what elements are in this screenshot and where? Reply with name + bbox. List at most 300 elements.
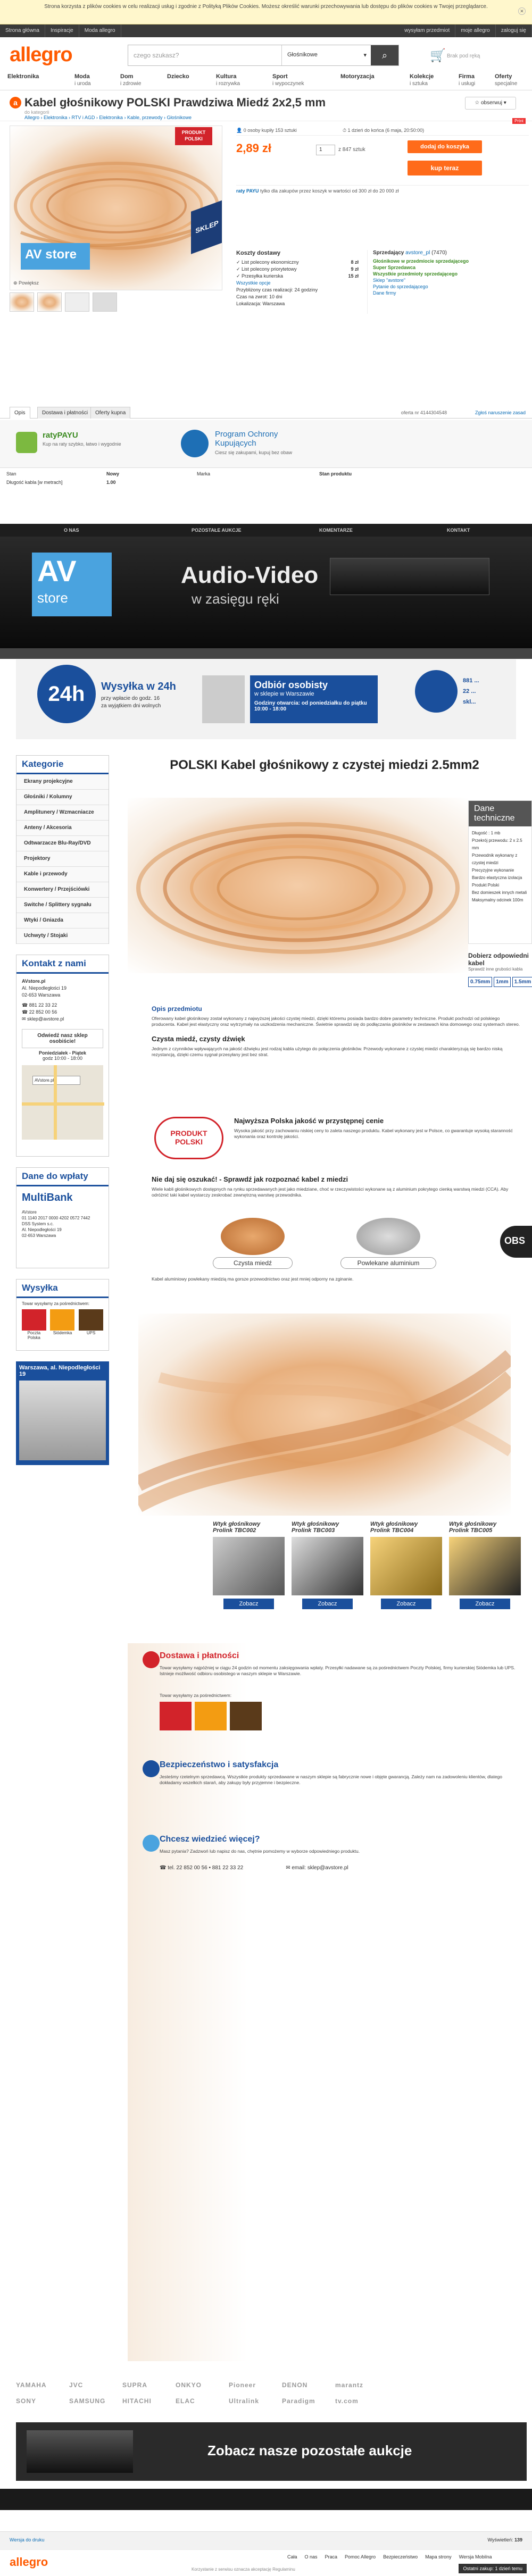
thumbnail[interactable] — [93, 292, 117, 312]
plug-title: Wtyk głośnikowy — [292, 1521, 339, 1527]
installments-line — [236, 185, 529, 197]
sidebar-contact-title: Kontakt z nami — [16, 955, 109, 974]
close-icon[interactable]: ✕ — [518, 7, 526, 15]
delivery-text: Towar wysyłamy najpóźniej w ciągu 24 godzin od momentu zaksięgowania wpłaty. Przesyłki nadawane są za pośrednictwem Poczty Polskiej, firmy kurierskiej Siódemka lub UPS. Istnieje możliwość odbioru osobistego w naszym sklepie w Warszawie. — [160, 1665, 516, 1676]
observe-label: obserwuj — [480, 100, 502, 106]
ups-logo — [230, 1702, 262, 1730]
aluminium-sample — [340, 1218, 436, 1271]
contact-line: 02-653 Warszawa — [22, 992, 61, 998]
brand-logo: Paradigm — [282, 2397, 315, 2405]
sidebar-payment — [16, 1167, 109, 1268]
fake-section — [152, 1175, 524, 1198]
siodemka-logo — [50, 1309, 74, 1331]
hours: godz 10:00 - 18:00 — [42, 1056, 83, 1061]
shipping-row — [236, 259, 359, 266]
category-name: Elektronika — [7, 73, 39, 80]
plug-card[interactable] — [213, 1521, 285, 1627]
category-sub: i uroda — [74, 81, 91, 87]
length-option[interactable]: 1.5mm — [512, 977, 532, 987]
shield-icon — [143, 1760, 160, 1777]
sold-line: 0 osoby kupiły 153 sztuki — [243, 128, 297, 133]
phone-icon: ☎ — [22, 1009, 29, 1015]
sidebar-category-item[interactable]: Projektory — [16, 851, 109, 867]
shipping-label: List polecony ekonomiczny — [242, 260, 299, 265]
breadcrumb-item[interactable]: Elektronika — [99, 115, 123, 120]
search-bar — [128, 45, 399, 66]
aluminium-label: Powlekane aluminium — [340, 1257, 436, 1269]
seller-link[interactable]: Głośnikowe w przedmiocie sprzedającego — [373, 258, 469, 264]
length-option[interactable]: 1mm — [494, 977, 510, 987]
store-nav-item[interactable]: KONTAKT — [447, 528, 470, 533]
tech-title: Dane techniczne — [469, 801, 531, 826]
cookie-bar — [0, 0, 532, 24]
logo-store: store — [37, 590, 68, 606]
buyer-protection-promo[interactable] — [181, 428, 383, 459]
seller-link[interactable]: Sklep "avstore" — [373, 278, 405, 283]
end-line: 1 dzień do końca (6 maja, 20:50:00) — [347, 128, 425, 133]
check-icon: ✓ — [236, 266, 242, 272]
category-item[interactable] — [167, 73, 189, 80]
category-sub: i wypoczynek — [272, 81, 304, 87]
contact-line: AVstore.pl — [22, 978, 46, 984]
seller-link[interactable]: Wszystkie przedmioty sprzedającego — [373, 271, 458, 277]
tech-specs-box — [468, 800, 532, 944]
views-label: Wyświetleń: — [487, 2537, 513, 2542]
bank-line: AVstore — [22, 1210, 37, 1215]
shipping-row — [236, 266, 359, 273]
receiver-image — [330, 558, 489, 595]
receiver-image — [27, 2430, 133, 2473]
breadcrumb-item[interactable]: Allegro — [24, 115, 40, 120]
tech-item: Precyzyjne wykonanie — [472, 868, 514, 873]
shipping-row — [236, 273, 359, 280]
category-item[interactable] — [120, 73, 141, 87]
chevron-down-icon: ▾ — [363, 52, 367, 58]
views-count: 139 — [514, 2537, 522, 2542]
category-sub: i sztuka — [410, 81, 428, 87]
category-sub: specjalne — [495, 81, 518, 87]
related-plugs — [213, 1521, 521, 1633]
param-value: 1.00 — [106, 480, 116, 485]
store-nav-item[interactable]: KOMENTARZE — [319, 528, 353, 533]
thumbnail[interactable] — [65, 292, 89, 312]
fake-text2: Kabel aluminiowy powlekany miedzią ma gorsze przewodnictwo oraz jest mniej odporny na zginanie. — [152, 1276, 354, 1282]
sidebar-category-item[interactable]: Anteny / Akcesoria — [16, 821, 109, 836]
footer-bar — [0, 2531, 532, 2549]
mail-icon: ✉ — [22, 1016, 28, 1022]
tech-item: Przekrój przewodu: 2 x 2.5 mm — [472, 838, 522, 850]
footer-link[interactable]: Bezpieczeństwo — [383, 2554, 418, 2560]
payu-text: Kup na raty szybko, łatwo i wygodnie — [43, 441, 121, 447]
footer-link[interactable]: O nas — [304, 2554, 318, 2560]
page-title: Kabel głośnikowy POLSKI Prawdziwa Miedź 2x2,5 mm — [24, 96, 326, 109]
brand-logo: YAMAHA — [16, 2381, 47, 2389]
cart-icon[interactable]: 🛒 — [430, 48, 446, 63]
shipping-title: Koszty dostawy — [236, 250, 281, 256]
allegro-logo[interactable]: allegro — [10, 44, 72, 66]
pl-text: Wysoka jakość przy zachowaniu niskiej ceny to zaleta naszego produktu. Kabel wykonany jest w Polsce, co gwarantuje wysoką staranność wykonania oraz kontrolę jakości. — [234, 1128, 513, 1139]
cable-main-image — [128, 798, 468, 973]
ask-phone: tel. 22 852 00 56 • 881 22 33 22 — [168, 1865, 244, 1871]
plug-model: Prolink TBC003 — [292, 1527, 335, 1534]
fake-title: Nie daj się oszukać! - Sprawdź jak rozpoznać kabel z miedzi — [152, 1175, 348, 1183]
poczta-polska-logo — [22, 1309, 46, 1331]
plug-title: Wtyk głośnikowy — [213, 1521, 261, 1527]
av-store-logo: AV store — [21, 243, 90, 270]
info-panel — [128, 1643, 527, 2361]
other-auctions-banner[interactable] — [16, 2422, 527, 2481]
cart-label: Brak pod ręką — [447, 53, 480, 59]
sidebar-category-item[interactable]: Odtwarzacze Blu-Ray/DVD — [16, 836, 109, 851]
sidebar-category-item[interactable]: Kable i przewody — [16, 867, 109, 882]
category-item[interactable] — [410, 73, 434, 87]
brand-logo: DENON — [282, 2381, 308, 2389]
plug-model: Prolink TBC004 — [370, 1527, 414, 1534]
brand-logo: ELAC — [176, 2397, 195, 2405]
footer-link[interactable]: Mapa strony — [425, 2554, 452, 2560]
obs-badge: OBS — [500, 1226, 532, 1258]
program-text: Ciesz się zakupami, kupuj bez obaw — [215, 450, 293, 455]
param-label: Stan — [6, 471, 16, 476]
add-to-cart-button[interactable]: dodaj do koszyka — [408, 140, 482, 153]
sidebar-categories-title: Kategorie — [16, 756, 109, 774]
carrier — [22, 1309, 46, 1340]
search-button[interactable] — [371, 45, 398, 65]
copper-sample — [213, 1218, 293, 1271]
seller-link[interactable]: Super Sprzedawca — [373, 265, 416, 270]
copper-label: Czysta miedź — [213, 1257, 293, 1269]
desc-text: Oferowany kabel głośnikowy został wykonany z najwyższej jakości czystej miedzi, dzięki któremu posiada bardzo dobre parametry techniczne. Produkt pochodzi od polskiego producenta. Kabel jest elastyczny oraz wytrzymały na uszkodzenia mechaniczne. Świetnie sprawdzi się do podłączania głośników w zestawach kina domowego oraz systemach stereo. — [152, 1016, 520, 1027]
carrier-name: Poczta Polska — [27, 1331, 41, 1340]
shop-badge: SKLEP — [191, 200, 222, 254]
contact-phone: 22 852 00 56 — [29, 1009, 57, 1015]
footer — [0, 2549, 532, 2576]
phone-1: 881 ... — [463, 678, 479, 684]
brand-logo: marantz — [335, 2381, 364, 2389]
brand-logo: ONKYO — [176, 2381, 202, 2389]
tech-item: Przewodnik wykonany z czystej miedzi — [472, 853, 518, 865]
location: Lokalizacja: Warszawa — [236, 301, 285, 306]
bank-line: Al. Niepodległości 19 — [22, 1227, 62, 1232]
multibank-logo: MultiBank — [22, 1192, 73, 1203]
ask-email[interactable]: email: sklep@avstore.pl — [292, 1865, 348, 1871]
truck-icon — [143, 1651, 160, 1668]
ask-section — [160, 1835, 521, 1871]
seller-name[interactable]: avstore_pl — [405, 250, 430, 256]
safety-section — [160, 1760, 521, 1786]
ship24-title: Wysyłka w 24h — [101, 681, 176, 692]
bank-line: 02-653 Warszawa — [22, 1233, 56, 1238]
cable-detail-image — [138, 1314, 511, 1516]
header — [0, 37, 532, 90]
av-store-banner-logo — [32, 553, 112, 616]
offer-number: oferta nr 4144304548 — [401, 410, 447, 415]
plug-image — [213, 1537, 285, 1595]
category-name: Motoryzacja — [340, 73, 375, 80]
desc-title: Opis przedmiotu — [152, 1005, 202, 1013]
category-item[interactable] — [495, 73, 517, 87]
realization-time: Przybliżony czas realizacji: 24 godziny — [236, 287, 318, 292]
category-item[interactable] — [459, 73, 475, 87]
search-input[interactable]: czego szukasz? — [134, 52, 179, 59]
tech-item: Maksymalny odcinek 100m — [472, 898, 523, 902]
buy-box — [236, 126, 529, 248]
phone-icon: ☎ — [160, 1865, 168, 1871]
category-name: Dom — [120, 73, 134, 80]
tab-delivery[interactable]: Dostawa i płatności — [37, 407, 93, 419]
shipping-price: 9 zł — [351, 266, 359, 272]
category-name: Oferty — [495, 73, 512, 80]
breadcrumb-item[interactable]: Elektronika — [44, 115, 68, 120]
star-icon: ☆ — [475, 100, 481, 106]
tech-item: Długość : 1 mb — [472, 831, 501, 835]
store-banner — [0, 537, 532, 648]
skype: skl... — [463, 699, 476, 705]
plug-view-button[interactable]: Zobacz — [460, 1599, 510, 1609]
bank-line: DSS System s.c. — [22, 1222, 54, 1226]
sidebar-shop-photo — [16, 1361, 109, 1465]
polish-product-stamp: PRODUKT POLSKI — [154, 1117, 223, 1159]
zoom-text: Powiększ — [19, 280, 39, 286]
cable-coil-illustration — [128, 798, 468, 973]
category-name: Kolekcje — [410, 73, 434, 80]
plug-image — [370, 1537, 442, 1595]
poczta-polska-logo — [160, 1702, 192, 1730]
carrier-label: Towar wysyłamy za pośrednictwem: — [22, 1301, 90, 1306]
print-version-link[interactable]: Wersja do druku — [10, 2537, 45, 2542]
plug-view-button[interactable]: Zobacz — [223, 1599, 274, 1609]
cookie-text: Strona korzysta z plików cookies w celu realizacji usług i zgodnie z Polityką Plików Cookies. Możesz określić warunki przechowywania lub dostępu do plików cookies w Twojej przeglądarce. — [44, 4, 488, 10]
stock-info: z 847 sztuk — [338, 147, 365, 153]
logo-av: AV — [37, 554, 77, 588]
category-item[interactable] — [272, 73, 304, 87]
brand-logo: HITACHI — [122, 2397, 152, 2405]
carrier — [79, 1309, 103, 1340]
plug-view-button[interactable]: Zobacz — [302, 1599, 353, 1609]
shipping-label: List polecony priorytetowy — [242, 266, 297, 272]
sidebar-category-item[interactable]: Switche / Splittery sygnału — [16, 898, 109, 913]
bank-line: 01 1140 2017 0000 4202 0572 7442 — [22, 1216, 90, 1220]
topbar-link[interactable]: moje allegro — [455, 24, 495, 37]
check-icon: ✓ — [236, 260, 242, 265]
plug-image — [449, 1537, 521, 1595]
breadcrumb-item[interactable]: Kable, przewody — [127, 115, 163, 120]
sidebar-category-item[interactable]: Ekrany projekcyjne — [16, 774, 109, 790]
content-title — [122, 758, 527, 773]
store-ribbon — [0, 648, 532, 659]
seller-link[interactable]: Pytanie do sprzedającego — [373, 284, 428, 289]
pickup-box — [250, 675, 378, 723]
category-item[interactable] — [216, 73, 240, 87]
store-nav-item[interactable]: POZOSTAŁE AUKCJE — [192, 528, 242, 533]
carrier-name: UPS — [86, 1331, 96, 1335]
pickup-hours: Godziny otwarcia: od poniedziałku do piątku 10:00 - 18:00 — [254, 700, 367, 712]
category-name: Kultura — [216, 73, 237, 80]
phone-icon — [415, 670, 458, 713]
delivery-carriers-label: Towar wysyłamy za pośrednictwem: — [160, 1693, 232, 1698]
topbar-link[interactable]: Strona główna — [0, 24, 45, 37]
brand-logo: Pioneer — [229, 2381, 256, 2389]
clock-icon: ⏱ — [343, 128, 348, 133]
thumbnail[interactable] — [37, 292, 62, 312]
siodemka-logo — [195, 1702, 227, 1730]
tech-item: Bez domieszek innych metali — [472, 890, 527, 895]
sidebar-categories — [16, 755, 109, 944]
length-option[interactable]: 0.75mm — [468, 977, 492, 987]
breadcrumb: Allegro › Elektronika › RTV i AGD › Elektronika › Kable, przewody › Głośnikowe — [24, 115, 192, 120]
thumbnail-strip — [10, 292, 222, 314]
param-value: Nowy — [106, 471, 120, 476]
category-name: Firma — [459, 73, 475, 80]
hours-title: Poniedziałek - Piątek — [38, 1050, 87, 1056]
all-options-link[interactable]: Wszystkie opcje — [236, 280, 271, 286]
topbar-link[interactable]: Inspiracje — [45, 24, 79, 37]
ship24-sub2: za wyjątkiem dni wolnych — [101, 703, 161, 709]
footer-logo[interactable]: allegro — [10, 2555, 48, 2569]
pickup-title: Odbiór osobisty — [254, 680, 328, 690]
pure-title: Czysta miedź, czysty dźwięk — [152, 1035, 245, 1043]
safe-text: Jesteśmy rzetelnym sprzedawcą. Wszystkie produkty sprzedawane w naszym sklepie są fabrycznie nowe i objęte gwarancją. Zależy nam na zadowoleniu klientów, dlatego dokładamy wszelkich starań, aby zakupy były przyjemne i bezpieczne. — [160, 1774, 502, 1785]
topbar-link[interactable]: wysyłam przedmiot — [399, 24, 455, 37]
store-nav — [0, 524, 532, 537]
shop-address: Warszawa, al. Niepodległości 19 — [19, 1365, 101, 1377]
description-section — [152, 1005, 524, 1058]
product-title-bar — [0, 90, 532, 121]
map-label: AVstore.pl — [32, 1076, 80, 1085]
payu-title: ratyPAYU — [43, 431, 78, 440]
brand-logo: SONY — [16, 2397, 37, 2405]
question-icon — [143, 1835, 160, 1852]
polish-product-badge: PRODUKT POLSKI — [175, 127, 212, 145]
seller-link[interactable]: Dane firmy — [373, 290, 396, 296]
quantity-input[interactable]: 1 — [316, 145, 335, 155]
banner-subtitle: w zasięgu ręki — [192, 591, 279, 607]
sidebar-contact — [16, 955, 109, 1157]
shop-interior-image — [19, 1381, 106, 1460]
pickup-sub: w sklepie w Warszawie — [254, 691, 314, 697]
payu-icon: raty PAYU — [236, 188, 261, 194]
delivery-section — [160, 1651, 521, 1730]
tab-offers[interactable]: Oferty kupna — [90, 407, 130, 419]
mail-icon: ✉ — [286, 1865, 292, 1871]
sidebar-shipping-title: Wysyłka — [16, 1279, 109, 1298]
plug-title: Wtyk głośnikowy — [449, 1521, 497, 1527]
footer-link[interactable]: Cała — [287, 2554, 297, 2560]
thumbnail[interactable] — [10, 292, 34, 312]
buy-now-button[interactable]: kup teraz — [408, 161, 482, 175]
plug-card[interactable] — [292, 1521, 363, 1627]
brand-logo: SUPRA — [122, 2381, 148, 2389]
length-sub: Sprawdź inne grubości kabla — [468, 967, 523, 972]
map-image[interactable] — [22, 1065, 103, 1140]
pl-title: Najwyższa Polska jakość w przystępnej cenie — [234, 1117, 384, 1125]
brand-logo: tv.com — [335, 2397, 359, 2405]
search-category-value: Głośnikowe — [287, 52, 318, 58]
pure-text: Jednym z czynników wpływających na jakość dźwięku jest rodzaj kabla użytego do połączenia głośników. Przewody wykonane z czystej miedzi charakteryzują się bardzo niską rezystancją, dzięki czemu sygnał przesyłany jest bez strat. — [152, 1046, 503, 1057]
contact-email[interactable]: sklep@avstore.pl — [27, 1016, 64, 1022]
program-title: Program Ochrony Kupujących — [215, 430, 278, 448]
sidebar-category-item[interactable]: Amplitunery / Wzmacniacze — [16, 805, 109, 821]
breadcrumb-item[interactable]: Głośnikowe — [167, 115, 192, 120]
return-time: Czas na zwrot: 10 dni — [236, 294, 282, 299]
check-icon: ✓ — [236, 273, 242, 279]
sidebar-category-item[interactable]: Konwertery / Przejściówki — [16, 882, 109, 898]
seller-box: Sprzedający avstore_pl (7470) Głośnikowe w przedmiocie sprzedającego Super Sprzedawca Wszystkie przedmioty sprzedającego Sklep "avstore" Pytanie do sprzedającego Dane firmy — [367, 250, 528, 314]
parameters-table — [0, 468, 532, 489]
sidebar-category-item[interactable]: Głośniki / Kolumny — [16, 790, 109, 805]
other-auctions-text: Zobacz nasze pozostałe aukcje — [207, 2443, 412, 2458]
brand-logo: SAMSUNG — [69, 2397, 106, 2405]
report-link[interactable]: Zgłoś naruszenie zasad — [475, 410, 526, 415]
footer-link[interactable]: Wersja Mobilna — [459, 2554, 492, 2560]
ask-text: Masz pytania? Zadzwoń lub napisz do nas, chętnie pomożemy w wyborze odpowiedniego produktu. — [160, 1849, 360, 1854]
print-button[interactable]: Prtnt — [512, 118, 526, 124]
footer-link[interactable]: Praca — [325, 2554, 338, 2560]
plug-model: Prolink TBC002 — [213, 1527, 256, 1534]
contact-phone: 881 22 33 22 — [29, 1002, 57, 1008]
seller-title: Sprzedający — [373, 250, 404, 256]
category-item[interactable] — [7, 73, 39, 80]
footer-link[interactable]: Pomoc Allegro — [345, 2554, 376, 2560]
category-name: Sport — [272, 73, 288, 80]
zoom-label[interactable] — [13, 280, 39, 286]
promo-strip — [0, 420, 532, 468]
category-sub: i rozrywka — [216, 81, 240, 87]
sidebar-shipping — [16, 1279, 109, 1351]
category-sub: i zdrowie — [120, 81, 142, 87]
copyright: Korzystanie z serwisu oznacza akceptację Regulaminu — [192, 2567, 295, 2572]
param-label: Marka — [197, 471, 211, 476]
search-category-select[interactable] — [281, 45, 372, 65]
plug-model: Prolink TBC005 — [449, 1527, 493, 1534]
store-nav-item[interactable]: O NAS — [64, 528, 79, 533]
breadcrumb-item[interactable]: RTV i AGD — [71, 115, 95, 120]
plug-view-button[interactable]: Zobacz — [381, 1599, 431, 1609]
category-name: Dziecko — [167, 73, 189, 80]
category-item[interactable] — [74, 73, 91, 87]
umbrella-icon — [181, 430, 209, 457]
fake-extra — [152, 1276, 524, 1282]
topbar-link[interactable]: zaloguj się — [496, 24, 532, 37]
ask-title: Chcesz wiedzieć więcej? — [160, 1835, 260, 1844]
last-purchase-chip: Ostatni zakup: 1 dzień temu — [459, 2564, 527, 2573]
store-front-image — [202, 675, 245, 723]
phone-icon: ☎ — [22, 1002, 29, 1008]
sidebar-category-item[interactable]: Uchwyty / Stojaki — [16, 929, 109, 944]
ups-logo — [79, 1309, 103, 1331]
plug-title: Wtyk głośnikowy — [370, 1521, 418, 1527]
observe-button[interactable]: ☆ obserwuj ▾ — [465, 97, 516, 110]
tab-description[interactable]: Opis — [10, 407, 30, 419]
product-image[interactable] — [10, 126, 222, 290]
sidebar-category-item[interactable]: Wtyki / Gniazda — [16, 913, 109, 929]
installments-text: tylko dla zakupów przez koszyk w wartości od 300 zł do 20 000 zł — [260, 188, 399, 194]
payu-icon — [16, 432, 37, 453]
shipping-label: Przesyłka kurierska — [242, 273, 284, 279]
category-item[interactable] — [340, 73, 375, 80]
topbar-link[interactable]: Moda allegro — [79, 24, 121, 37]
plug-card[interactable] — [370, 1521, 442, 1627]
price: 2,89 zł — [236, 141, 272, 155]
search-icon: ⌕ — [381, 50, 388, 61]
category-nav — [0, 71, 532, 90]
brand-logo: JVC — [69, 2381, 84, 2389]
shipping-price: 8 zł — [351, 260, 359, 265]
cable-detail-illustration — [138, 1314, 511, 1516]
plug-card[interactable] — [449, 1521, 521, 1627]
product-id-line: do kategorii — [24, 110, 49, 115]
safe-title: Bezpieczeństwo i satysfakcja — [160, 1760, 279, 1769]
